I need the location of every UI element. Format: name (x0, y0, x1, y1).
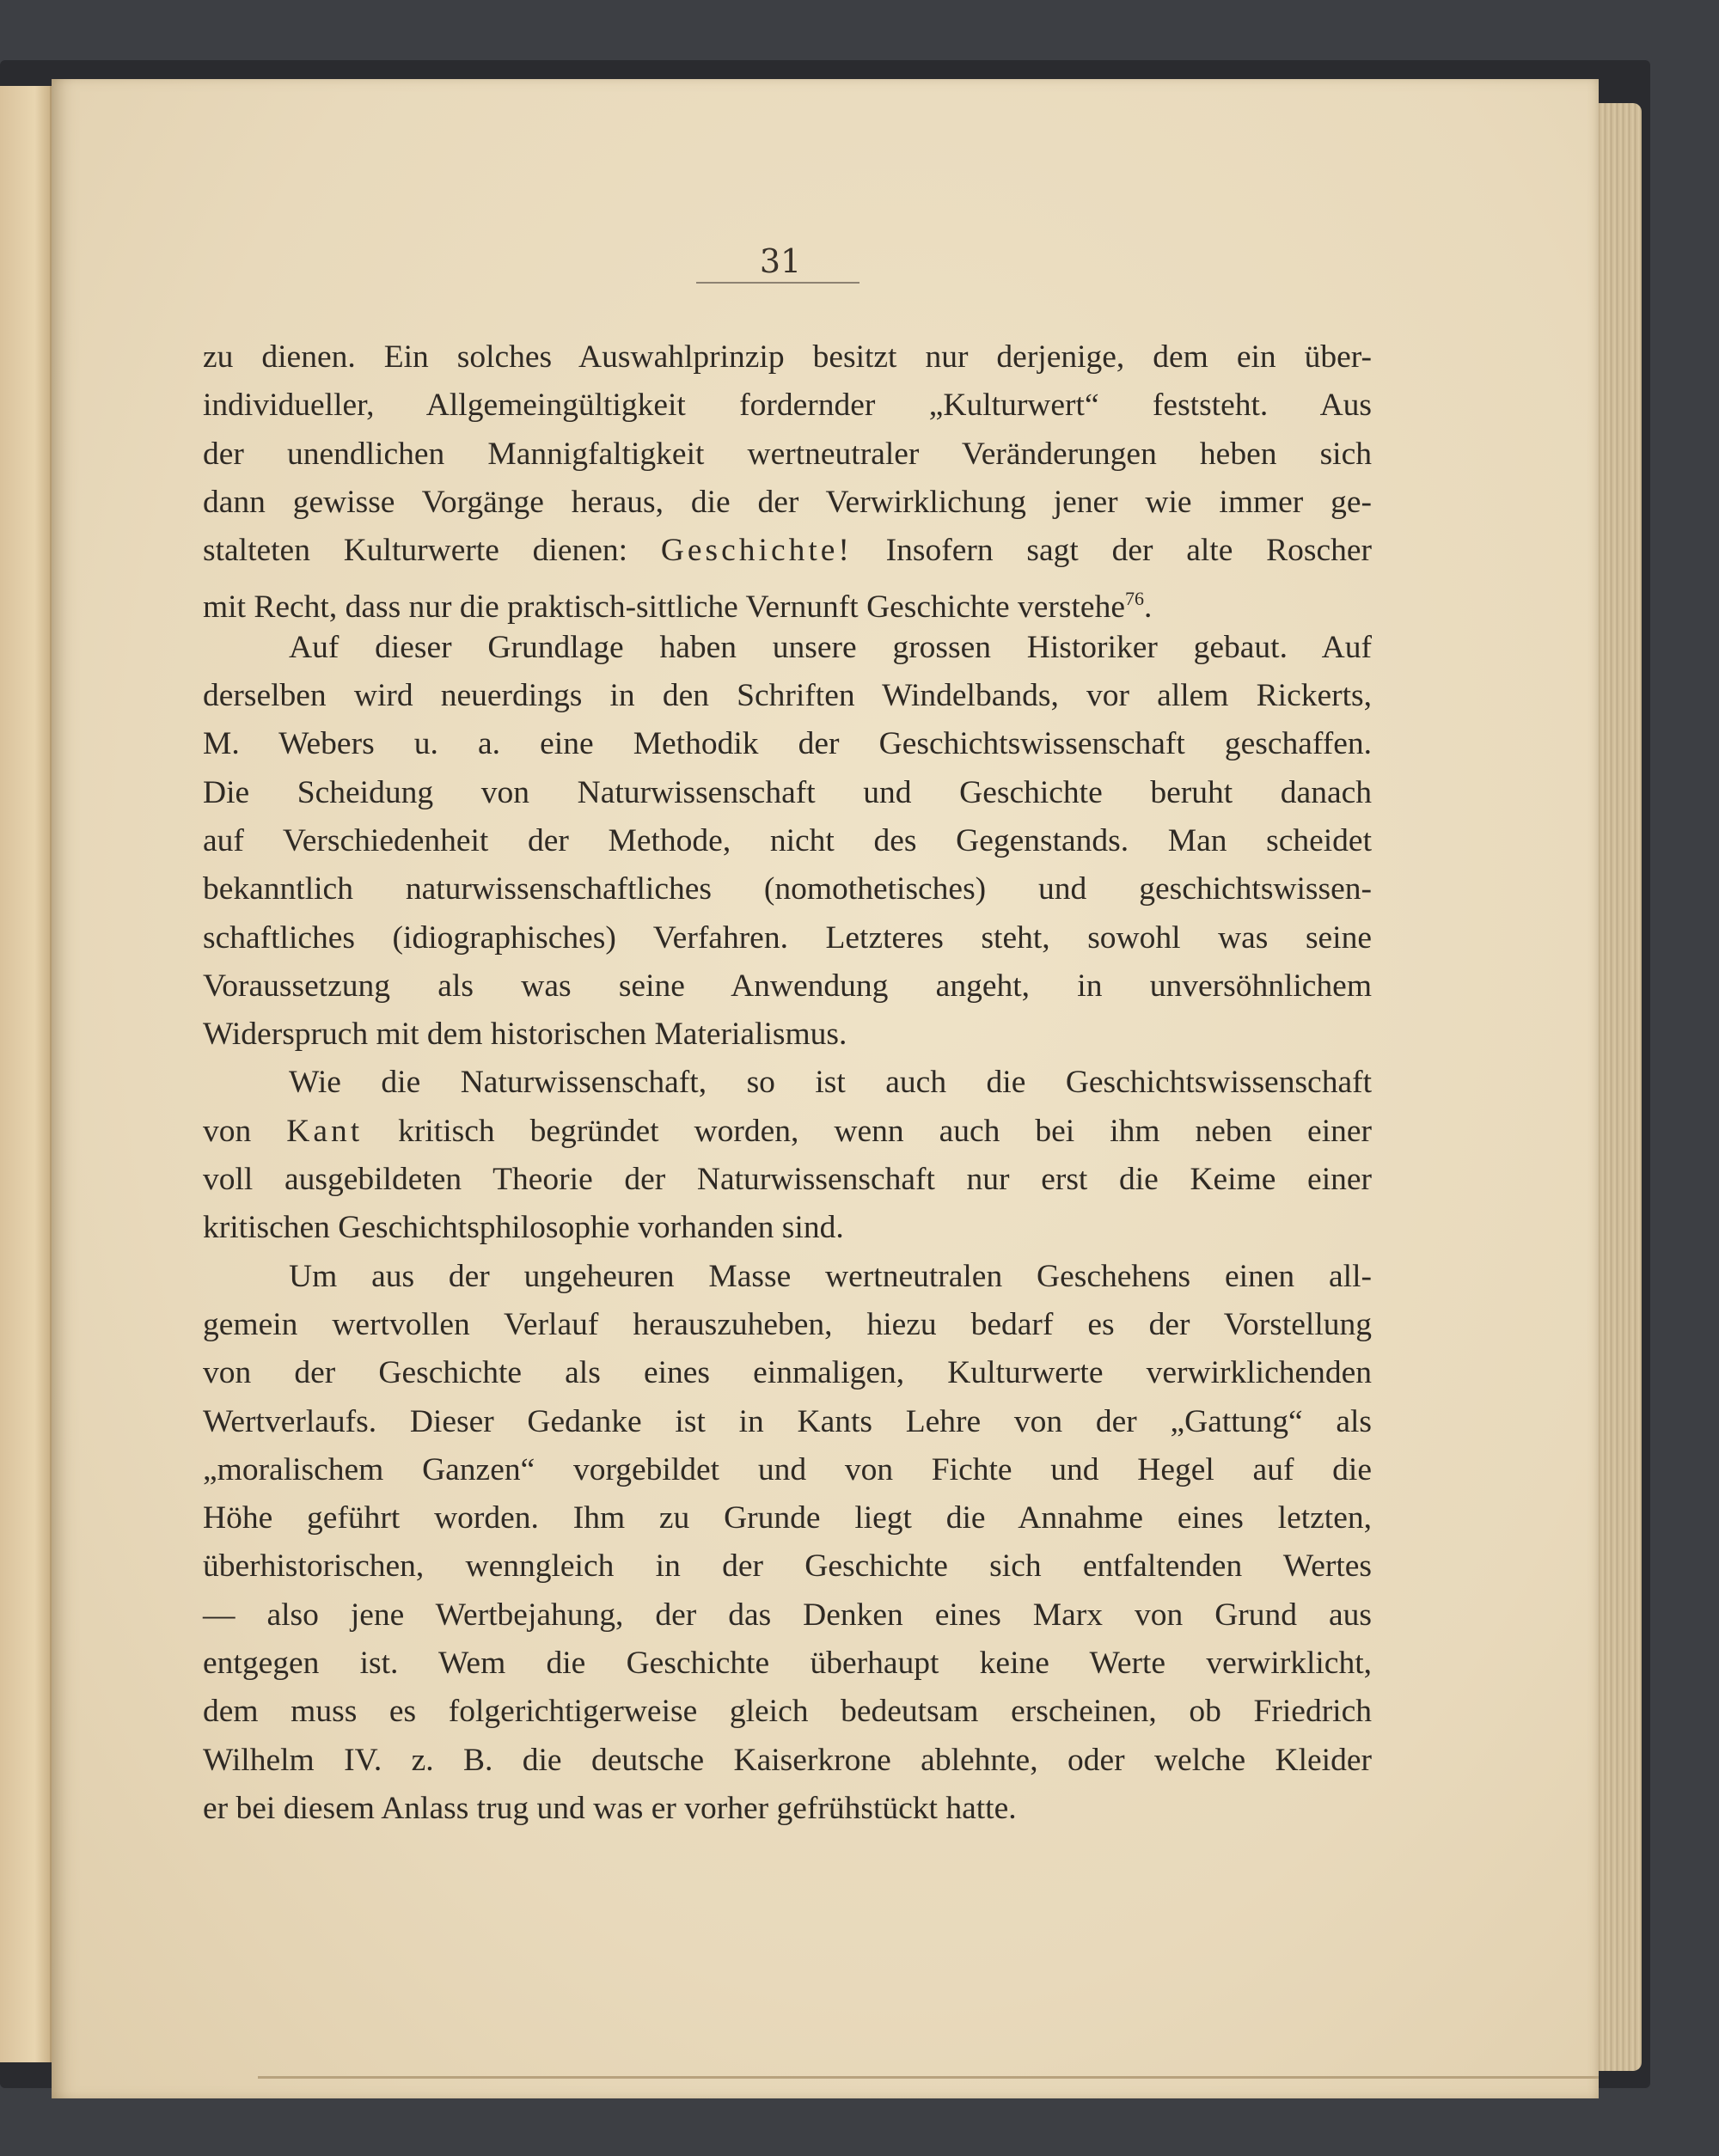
text-segment: stalteten Kulturwerte dienen: (203, 533, 661, 569)
paragraph-3 (203, 1059, 1372, 1252)
text-line: Die Scheidung von Naturwissenschaft und Geschichte beruht danach (203, 774, 1372, 810)
paragraph-4 (203, 1253, 1372, 1834)
text-line: Höhe geführt worden. Ihm zu Grunde liegt die Annahme eines letzten, (203, 1500, 1372, 1536)
text-segment: Insofern sagt der alte Roscher (852, 533, 1373, 569)
text-line: er bei diesem Anlass trug und was er vorher gefrühstückt hatte. (203, 1790, 1017, 1826)
text-line: entgegen ist. Wem die Geschichte überhaupt keine Werte verwirklicht, (203, 1646, 1372, 1682)
text-segment: von (203, 1113, 287, 1149)
text-line: schaftliches (idiographisches) Verfahren. Letzteres steht, sowohl was seine (203, 919, 1372, 956)
page-number-rule (696, 282, 860, 284)
text-line: individueller, Allgemeingültigkeit fordernder „Kulturwert“ feststeht. Aus (203, 388, 1372, 424)
text-line: auf Verschiedenheit der Methode, nicht des Gegenstands. Man scheidet (203, 822, 1372, 858)
text-line: dem muss es folgerichtigerweise gleich bedeutsam erscheinen, ob Friedrich (203, 1694, 1372, 1730)
text-line: der unendlichen Mannigfaltigkeit wertneutraler Veränderungen heben sich (203, 436, 1372, 472)
paragraph-1 (203, 333, 1372, 624)
text-line (203, 575, 1372, 626)
spaced-emphasis: Geschichte! (660, 533, 853, 569)
text-segment: . (1143, 589, 1153, 626)
text-line: kritischen Geschichtsphilosophie vorhanden sind. (203, 1210, 844, 1246)
text-line: überhistorischen, wenngleich in der Geschichte sich entfaltenden Wertes (203, 1548, 1372, 1585)
text-line: Um aus der ungeheuren Masse wertneutralen Geschehens einen all- (289, 1258, 1372, 1294)
text-segment: kritisch begründet worden, wenn auch bei ihm neben einer (363, 1113, 1372, 1149)
text-line: Wie die Naturwissenschaft, so ist auch die Geschichtswissenschaft (289, 1065, 1372, 1101)
text-line (203, 1108, 1372, 1156)
body-text (203, 333, 1372, 1833)
text-line: zu dienen. Ein solches Auswahlprinzip besitzt nur derjenige, dem ein über- (203, 339, 1372, 375)
text-line: „moralischem Ganzen“ vorgebildet und von Fichte und Hegel auf die (203, 1451, 1372, 1487)
paragraph-2 (203, 624, 1372, 1060)
text-line (203, 527, 1372, 575)
text-line: Wertverlaufs. Dieser Gedanke ist in Kants Lehre von der „Gattung“ als (203, 1403, 1372, 1439)
text-line: Auf dieser Grundlage haben unsere grossen Historiker gebaut. Auf (289, 629, 1372, 665)
text-line: derselben wird neuerdings in den Schriften Windelbands, vor allem Rickerts, (203, 678, 1372, 714)
text-line: — also jene Wertbejahung, der das Denken eines Marx von Grund aus (203, 1597, 1372, 1633)
footnote-reference: 76 (1124, 588, 1144, 610)
text-line: M. Webers u. a. eine Methodik der Geschichtswissenschaft geschaffen. (203, 726, 1372, 762)
page-number: 31 (759, 242, 802, 280)
text-line: Voraussetzung als was seine Anwendung angeht, in unversöhnlichem (203, 968, 1372, 1004)
text-line: bekanntlich naturwissenschaftliches (nomothetisches) und geschichtswissen- (203, 871, 1372, 907)
text-line: Wilhelm IV. z. B. die deutsche Kaiserkrone ablehnte, oder welche Kleider (203, 1742, 1372, 1778)
text-line: von der Geschichte als eines einmaligen, Kulturwerte verwirklichenden (203, 1355, 1372, 1391)
text-line: Widerspruch mit dem historischen Materialismus. (203, 1017, 847, 1053)
text-line: dann gewisse Vorgänge heraus, die der Verwirklichung jener wie immer ge- (203, 484, 1372, 520)
text-segment: mit Recht, dass nur die praktisch-sittliche Vernunft Geschichte verstehe (203, 589, 1125, 626)
facing-page-edge (0, 86, 52, 2062)
spaced-emphasis: Kant (286, 1113, 364, 1149)
text-line: gemein wertvollen Verlauf herauszuheben, hiezu bedarf es der Vorstellung (203, 1306, 1372, 1342)
page-bottom-edge (258, 2076, 1599, 2079)
text-line: voll ausgebildeten Theorie der Naturwissenschaft nur erst die Keime einer (203, 1162, 1372, 1198)
